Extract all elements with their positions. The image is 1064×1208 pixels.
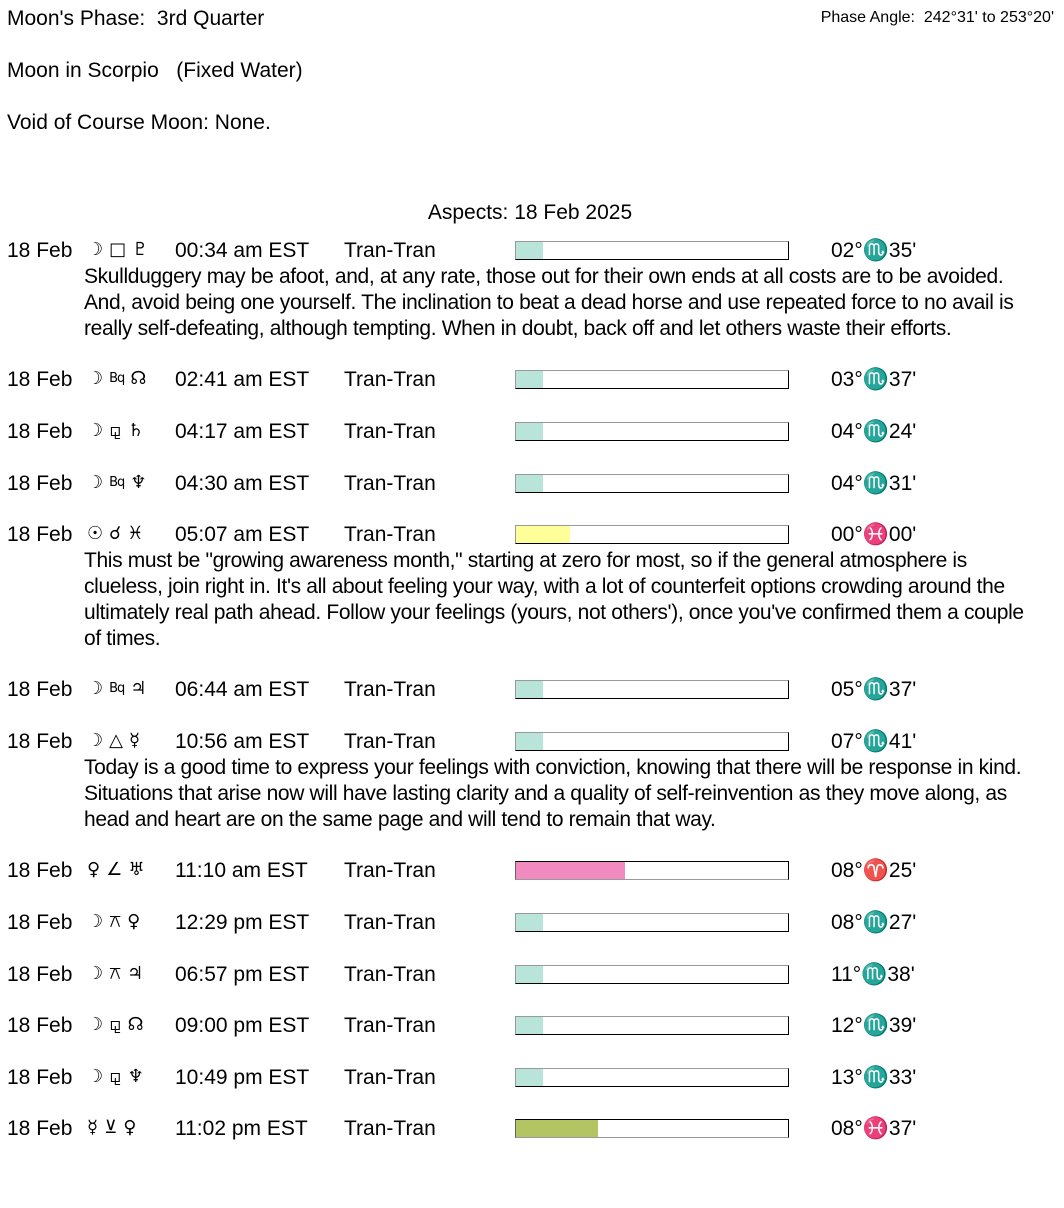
- aspect-glyphs: [87, 1066, 169, 1087]
- aspect-position: 04°♏24': [831, 419, 917, 443]
- aspect-row: [0, 419, 1064, 445]
- north-node-icon: ☊: [130, 368, 147, 390]
- aspect-item: [0, 962, 1064, 1014]
- aspect-item: [0, 677, 1064, 729]
- spacer: [0, 1039, 1064, 1065]
- aspect-date: 18 Feb: [7, 523, 73, 547]
- strength-bar: [515, 1068, 789, 1087]
- aspect-kind: Tran-Tran: [344, 729, 436, 753]
- north-node-icon: ☊: [127, 1014, 144, 1036]
- aspect-position: 03°♏37': [831, 368, 917, 392]
- aspect-date: 18 Feb: [7, 729, 73, 753]
- strength-bar-fill: [516, 1120, 598, 1137]
- jupiter-icon: ♃: [127, 962, 144, 984]
- aspect-position: 04°♏31': [831, 471, 917, 495]
- aspect-row: [0, 238, 1064, 264]
- spacer: [0, 936, 1064, 962]
- spacer: [0, 703, 1064, 729]
- sesquiquadrate-icon: ⚼: [109, 1065, 122, 1087]
- aspect-time: 11:10 am EST: [175, 859, 308, 883]
- aspect-glyphs: [87, 523, 169, 544]
- aspect-glyphs: [87, 1014, 169, 1035]
- neptune-icon: ♆: [127, 1065, 144, 1087]
- aspect-time: 00:34 am EST: [175, 239, 310, 262]
- moon-icon: ☽: [87, 368, 104, 390]
- aspect-date: 18 Feb: [7, 419, 73, 443]
- aspect-time: 04:17 am EST: [175, 419, 310, 443]
- aspect-time: 06:44 am EST: [175, 678, 310, 702]
- aspect-item: [0, 238, 1064, 367]
- venus-icon: ♀: [123, 1117, 137, 1139]
- spacer: [0, 1091, 1064, 1117]
- spacer: [0, 393, 1064, 419]
- trine-icon: △: [109, 729, 123, 751]
- aspect-position: 07°♏41': [831, 729, 917, 753]
- spacer: [0, 884, 1064, 910]
- aspect-item: [0, 522, 1064, 677]
- strength-bar-fill: [516, 423, 543, 440]
- aspect-row: [0, 729, 1064, 755]
- square-icon: □: [109, 239, 127, 260]
- aspect-kind: Tran-Tran: [344, 678, 436, 702]
- aspect-kind: Tran-Tran: [344, 471, 436, 495]
- aspect-kind: Tran-Tran: [344, 962, 436, 986]
- aspect-item: [0, 367, 1064, 419]
- sesquiquadrate-icon: ⚼: [109, 419, 122, 441]
- aspect-time: 02:41 am EST: [175, 368, 310, 392]
- aspect-position: 12°♏39': [831, 1014, 917, 1038]
- aspect-date: 18 Feb: [7, 1014, 73, 1038]
- spacer: [0, 445, 1064, 471]
- strength-bar-fill: [516, 242, 543, 259]
- aspect-item: [0, 858, 1064, 910]
- quincunx-icon: ⚻: [109, 910, 122, 932]
- moon-sign: Moon in Scorpio (Fixed Water): [7, 59, 303, 82]
- moon-icon: ☽: [87, 471, 104, 493]
- saturn-icon: ♄: [127, 419, 144, 441]
- aspect-time: 11:02 pm EST: [175, 1117, 308, 1141]
- aspect-date: 18 Feb: [7, 910, 73, 934]
- aspect-time: 12:29 pm EST: [175, 910, 310, 934]
- aspect-item: [0, 419, 1064, 471]
- aspect-glyphs: [87, 368, 169, 389]
- venus-icon: ♀: [87, 859, 101, 881]
- aspect-row: [0, 1065, 1064, 1091]
- aspect-item: [0, 471, 1064, 523]
- uranus-icon: ♅: [128, 859, 145, 881]
- aspect-kind: Tran-Tran: [344, 910, 436, 934]
- venus-icon: ♀: [127, 910, 141, 932]
- aspect-kind: Tran-Tran: [344, 1014, 436, 1038]
- void-of-course: Void of Course Moon: None.: [7, 111, 271, 134]
- aspect-time: 10:56 am EST: [175, 729, 310, 753]
- aspect-date: 18 Feb: [7, 962, 73, 986]
- aspect-position: 11°♏38': [831, 962, 915, 986]
- strength-bar: [515, 965, 789, 984]
- semisextile-icon: ⊻: [104, 1117, 118, 1139]
- moon-icon: ☽: [87, 962, 104, 984]
- strength-bar: [515, 861, 789, 880]
- strength-bar-fill: [516, 475, 543, 492]
- aspect-time: 06:57 pm EST: [175, 962, 310, 986]
- strength-bar: [515, 680, 789, 699]
- aspect-kind: Tran-Tran: [344, 859, 436, 883]
- aspect-position: 00°♓00': [831, 523, 917, 547]
- aspect-time: 09:00 pm EST: [175, 1014, 310, 1038]
- aspect-row: [0, 677, 1064, 703]
- strength-bar-fill: [516, 914, 543, 931]
- sesquiquadrate-icon: ⚼: [109, 1014, 122, 1036]
- spacer: [0, 832, 1064, 858]
- conjunction-icon: ☌: [109, 523, 122, 545]
- aspect-kind: Tran-Tran: [344, 239, 436, 262]
- aspect-row: [0, 910, 1064, 936]
- strength-bar: [515, 474, 789, 493]
- quincunx-icon: ⚻: [109, 962, 122, 984]
- moon-icon: ☽: [87, 910, 104, 932]
- strength-bar-fill: [516, 862, 625, 879]
- aspect-date: 18 Feb: [7, 859, 73, 883]
- aspect-position: 08°♓37': [831, 1117, 917, 1141]
- strength-bar: [515, 732, 789, 751]
- biquintile-icon: Bq: [109, 681, 125, 697]
- pisces-icon: ♓: [127, 523, 144, 545]
- moon-icon: ☽: [87, 678, 104, 700]
- strength-bar: [515, 1119, 789, 1138]
- aspect-item: [0, 729, 1064, 858]
- aspect-glyphs: [87, 859, 169, 880]
- spacer: [0, 497, 1064, 523]
- phase-angle: Phase Angle: 242°31' to 253°20': [820, 9, 1054, 26]
- aspect-position: 13°♏33': [831, 1065, 917, 1089]
- aspect-position: 05°♏37': [831, 678, 917, 702]
- aspect-glyphs: [87, 911, 169, 932]
- moon-icon: ☽: [87, 239, 104, 260]
- aspect-description: Today is a good time to express your feelings with conviction, knowing that there will be response in kind. Situations that arise now will have lasting clarity and a quality of self-reinvention as they move along, as head and heart are on the same page and will tend to remain that way.: [84, 755, 1022, 831]
- jupiter-icon: ♃: [130, 678, 147, 700]
- aspect-glyphs: [87, 472, 169, 493]
- aspect-row: [0, 962, 1064, 988]
- aspect-item: [0, 1013, 1064, 1065]
- moon-phase: Moon's Phase: 3rd Quarter: [7, 7, 265, 30]
- aspect-glyphs: [87, 239, 169, 260]
- moon-icon: ☽: [87, 1065, 104, 1087]
- strength-bar-fill: [516, 966, 543, 983]
- semisquare-icon: ∠: [106, 859, 123, 881]
- spacer: [0, 1142, 1064, 1168]
- strength-bar: [515, 525, 789, 544]
- neptune-icon: ♆: [130, 471, 147, 493]
- spacer: [0, 651, 1064, 677]
- mercury-icon: ☿: [87, 1117, 99, 1139]
- aspect-row: [0, 367, 1064, 393]
- biquintile-icon: Bq: [109, 371, 125, 387]
- aspect-date: 18 Feb: [7, 239, 73, 262]
- aspect-row: [0, 1116, 1064, 1142]
- strength-bar: [515, 1016, 789, 1035]
- aspect-date: 18 Feb: [7, 1117, 73, 1141]
- aspects-list: [0, 238, 1064, 1168]
- spacer: [0, 988, 1064, 1014]
- strength-bar: [515, 422, 789, 441]
- biquintile-icon: Bq: [109, 474, 125, 490]
- aspect-kind: Tran-Tran: [344, 1065, 436, 1089]
- aspect-date: 18 Feb: [7, 678, 73, 702]
- aspects-title: Aspects: 18 Feb 2025: [427, 201, 633, 224]
- strength-bar-fill: [516, 371, 543, 388]
- aspect-row: [0, 522, 1064, 548]
- sun-icon: ☉: [87, 523, 104, 545]
- aspect-kind: Tran-Tran: [344, 1117, 436, 1141]
- aspect-date: 18 Feb: [7, 368, 73, 392]
- aspect-position: 08°♏27': [831, 910, 917, 934]
- moon-icon: ☽: [87, 419, 104, 441]
- aspect-glyphs: [87, 1117, 169, 1138]
- aspect-row: [0, 858, 1064, 884]
- mercury-icon: ☿: [128, 729, 141, 751]
- aspect-glyphs: [87, 420, 169, 441]
- aspect-glyphs: [87, 678, 169, 699]
- moon-icon: ☽: [87, 1014, 104, 1036]
- aspect-position: 08°♈25': [831, 859, 917, 883]
- aspect-kind: Tran-Tran: [344, 368, 436, 392]
- strength-bar-fill: [516, 681, 543, 698]
- aspect-glyphs: [87, 963, 169, 984]
- pluto-icon: ♇: [132, 239, 149, 260]
- aspect-kind: Tran-Tran: [344, 523, 436, 547]
- strength-bar-fill: [516, 733, 543, 750]
- aspect-date: 18 Feb: [7, 471, 73, 495]
- strength-bar-fill: [516, 1069, 543, 1086]
- spacer: [0, 341, 1064, 367]
- moon-icon: ☽: [87, 729, 104, 751]
- aspect-row: [0, 471, 1064, 497]
- aspect-item: [0, 1116, 1064, 1168]
- strength-bar-fill: [516, 1017, 543, 1034]
- aspect-kind: Tran-Tran: [344, 419, 436, 443]
- aspect-date: 18 Feb: [7, 1065, 73, 1089]
- aspect-time: 05:07 am EST: [175, 523, 310, 547]
- strength-bar: [515, 370, 789, 389]
- strength-bar: [515, 913, 789, 932]
- aspect-glyphs: [87, 730, 169, 751]
- aspect-time: 10:49 pm EST: [175, 1065, 310, 1089]
- strength-bar: [515, 241, 789, 260]
- aspect-row: [0, 1013, 1064, 1039]
- aspect-description: Skullduggery may be afoot, and, at any rate, those out for their own ends at all costs are to be avoided. And, avoid being one yourself. The inclination to beat a dead horse and use repeated force to no avail is really self-defeating, although tempting. When in doubt, back off and let others waste their efforts.: [84, 265, 1014, 340]
- strength-bar-fill: [516, 526, 570, 543]
- aspect-position: 02°♏35': [831, 239, 917, 262]
- aspect-time: 04:30 am EST: [175, 471, 310, 495]
- aspect-description: This must be "growing awareness month," starting at zero for most, so if the general atmosphere is clueless, join right in. It's all about feeling your way, with a lot of counterfeit options crowding around the ultimately real path ahead. Follow your feelings (yours, not others'), once you've confirmed them a couple of times.: [84, 549, 1024, 650]
- aspect-item: [0, 1065, 1064, 1117]
- aspect-item: [0, 910, 1064, 962]
